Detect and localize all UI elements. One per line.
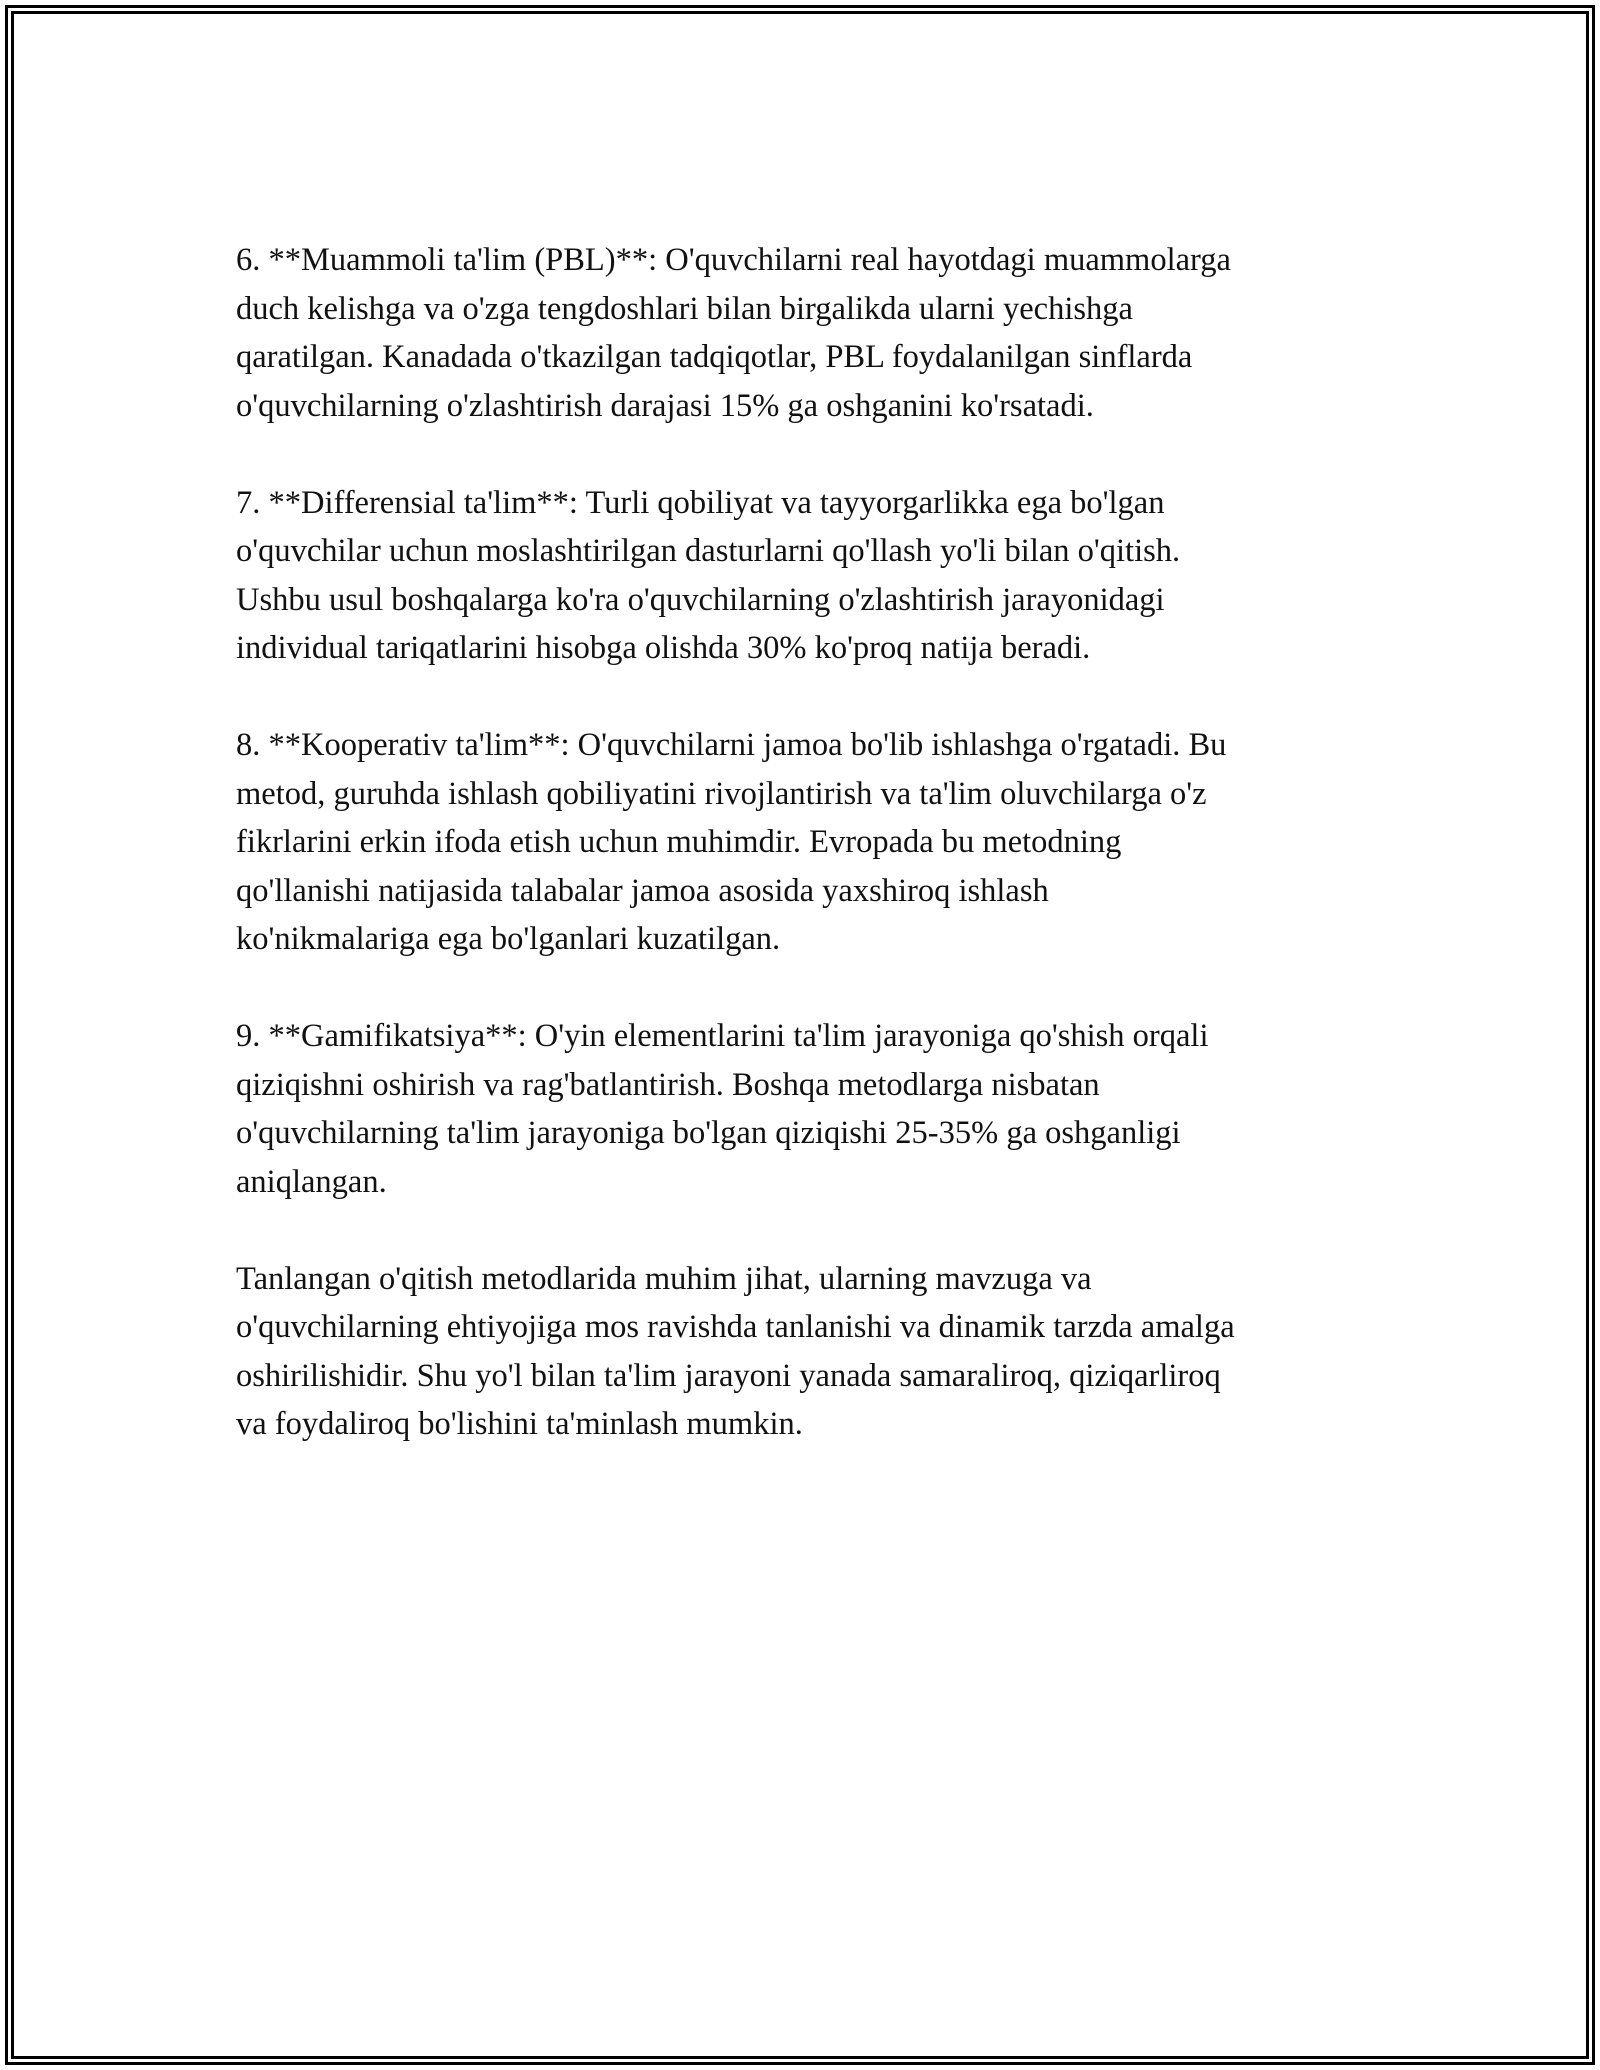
paragraph-problem-based-learning: 6. **Muammoli ta'lim (PBL)**: O'quvchilarni real hayotdagi muammolarga duch kelishga va o'zga tengdoshlari bilan birgalikda ularni yechishga qaratilgan. Kanadada o'tkazilgan tadqiqotlar, PBL foydalanilgan sinflarda o'quvchilarning o'zlashtirish darajasi 15% ga oshganini ko'rsatadi. (236, 242, 1231, 424)
paragraph-cooperative-learning: 8. **Kooperativ ta'lim**: O'quvchilarni jamoa bo'lib ishlashga o'rgatadi. Bu metod, guruhda ishlash qobiliyatini rivojlantirish va ta'lim oluvchilarga o'z fikrlarini erkin ifoda etish uchun muhimdir. Evropada bu metodning qo'llanishi natijasida talabalar jamoa asosida yaxshiroq ishlash ko'nikmalariga ega bo'lganlari kuzatilgan. (236, 727, 1227, 957)
paragraph-differential-learning: 7. **Differensial ta'lim**: Turli qobiliyat va tayyorgarlikka ega bo'lgan o'quvchilar uchun moslashtirilgan dasturlarni qo'llash yo'li bilan o'qitish. Ushbu usul boshqalarga ko'ra o'quvchilarning o'zlashtirish jarayonidagi individual tariqatlarini hisobga olishda 30% ko'proq natija beradi. (236, 484, 1181, 666)
document-body (236, 236, 1396, 1449)
paragraph-gamification: 9. **Gamifikatsiya**: O'yin elementlarini ta'lim jarayoniga qo'shish orqali qiziqishni oshirish va rag'batlantirish. Boshqa metodlarga nisbatan o'quvchilarning ta'lim jarayoniga bo'lgan qiziqishi 25-35% ga oshganligi aniqlangan. (236, 1018, 1209, 1200)
paragraph-conclusion: Tanlangan o'qitish metodlarida muhim jihat, ularning mavzuga va o'quvchilarning ehtiyojiga mos ravishda tanlanishi va dinamik tarzda amalga oshirilishidir. Shu yo'l bilan ta'lim jarayoni yanada samaraliroq, qiziqarliroq va foydaliroq bo'lishini ta'minlash mumkin. (236, 1260, 1235, 1442)
